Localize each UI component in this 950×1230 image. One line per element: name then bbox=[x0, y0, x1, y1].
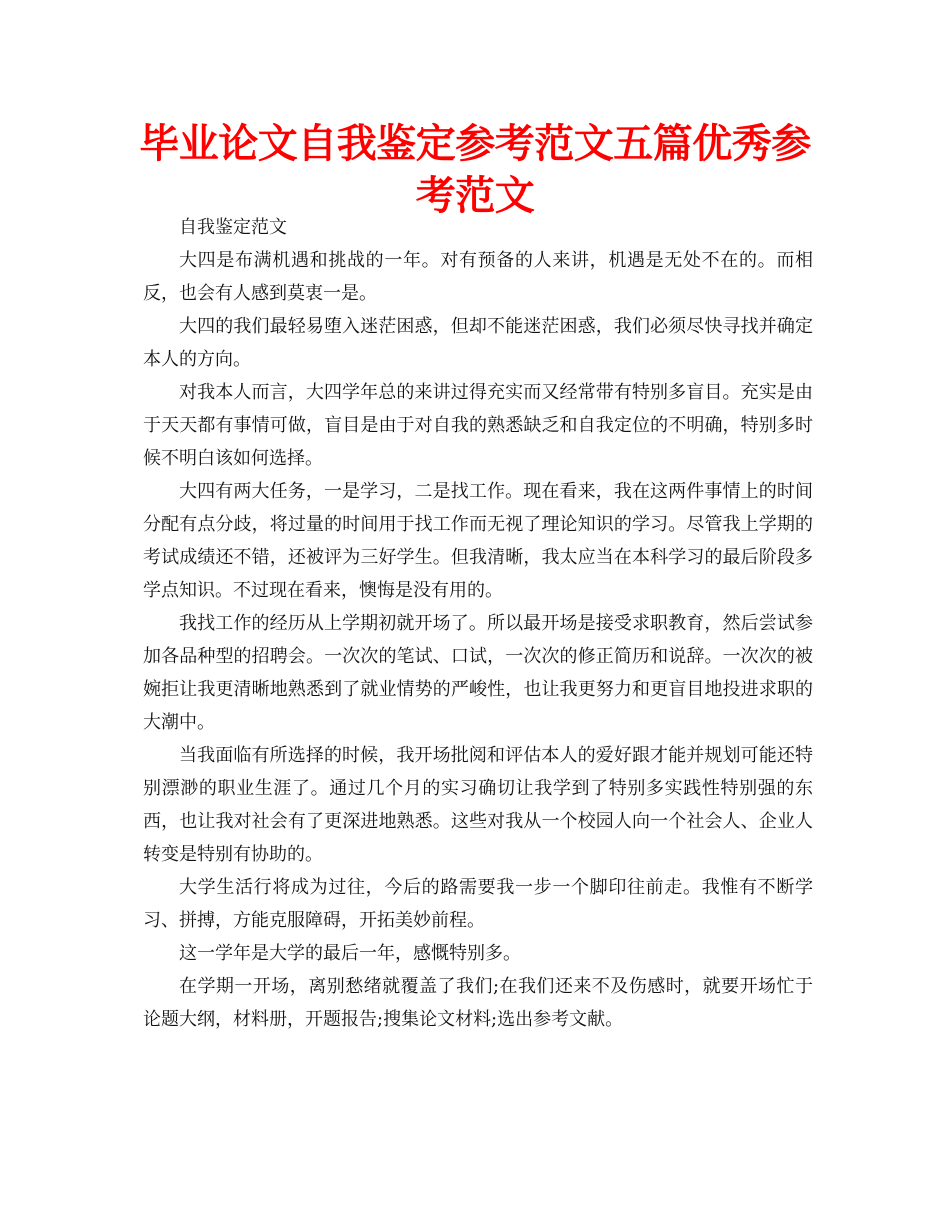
paragraph: 大四是布满机遇和挑战的一年。对有预备的人来讲，机遇是无处不在的。而相反，也会有人感到莫衷一是。 bbox=[143, 250, 813, 304]
paragraph: 大四有两大任务，一是学习，二是找工作。现在看来，我在这两件事情上的时间分配有点分歧，将过量的时间用于找工作而无视了理论知识的学习。尽管我上学期的考试成绩还不错，还被评为三好学生。但我清晰，我太应当在本科学习的最后阶段多学点知识。不过现在看来，懊悔是没有用的。 bbox=[143, 481, 813, 601]
paragraph: 大学生活行将成为过往，今后的路需要我一步一个脚印往前走。我惟有不断学习、拼搏，方能克服障碍，开拓美妙前程。 bbox=[143, 877, 813, 931]
paragraph: 当我面临有所选择的时候，我开场批阅和评估本人的爱好跟才能并规划可能还特别漂渺的职业生涯了。通过几个月的实习确切让我学到了特别多实践性特别强的东西，也让我对社会有了更深进地熟悉。这些对我从一个校园人向一个社会人、企业人转变是特别有协助的。 bbox=[143, 745, 813, 865]
document-title: 毕业论文自我鉴定参考范文五篇优秀参考范文 bbox=[139, 121, 811, 219]
paragraph: 大四的我们最轻易堕入迷茫困惑，但却不能迷茫困惑，我们必须尽快寻找并确定本人的方向。 bbox=[143, 316, 813, 370]
paragraph: 在学期一开场，离别愁绪就覆盖了我们;在我们还来不及伤感时，就要开场忙于论题大纲，材料册，开题报告;搜集论文材料;选出参考文献。 bbox=[143, 976, 813, 1030]
document-body bbox=[143, 211, 813, 1036]
paragraph: 我找工作的经历从上学期初就开场了。所以最开场是接受求职教育，然后尝试参加各品种型的招聘会。一次次的笔试、口试，一次次的修正简历和说辞。一次次的被婉拒让我更清晰地熟悉到了就业情势的严峻性，也让我更努力和更盲目地投进求职的大潮中。 bbox=[143, 613, 813, 733]
section-heading: 自我鉴定范文 bbox=[179, 217, 287, 238]
paragraph: 对我本人而言，大四学年总的来讲过得充实而又经常带有特别多盲目。充实是由于天天都有事情可做，盲目是由于对自我的熟悉缺乏和自我定位的不明确，特别多时候不明白该如何选择。 bbox=[143, 382, 813, 469]
paragraph: 这一学年是大学的最后一年，感慨特别多。 bbox=[179, 943, 521, 964]
